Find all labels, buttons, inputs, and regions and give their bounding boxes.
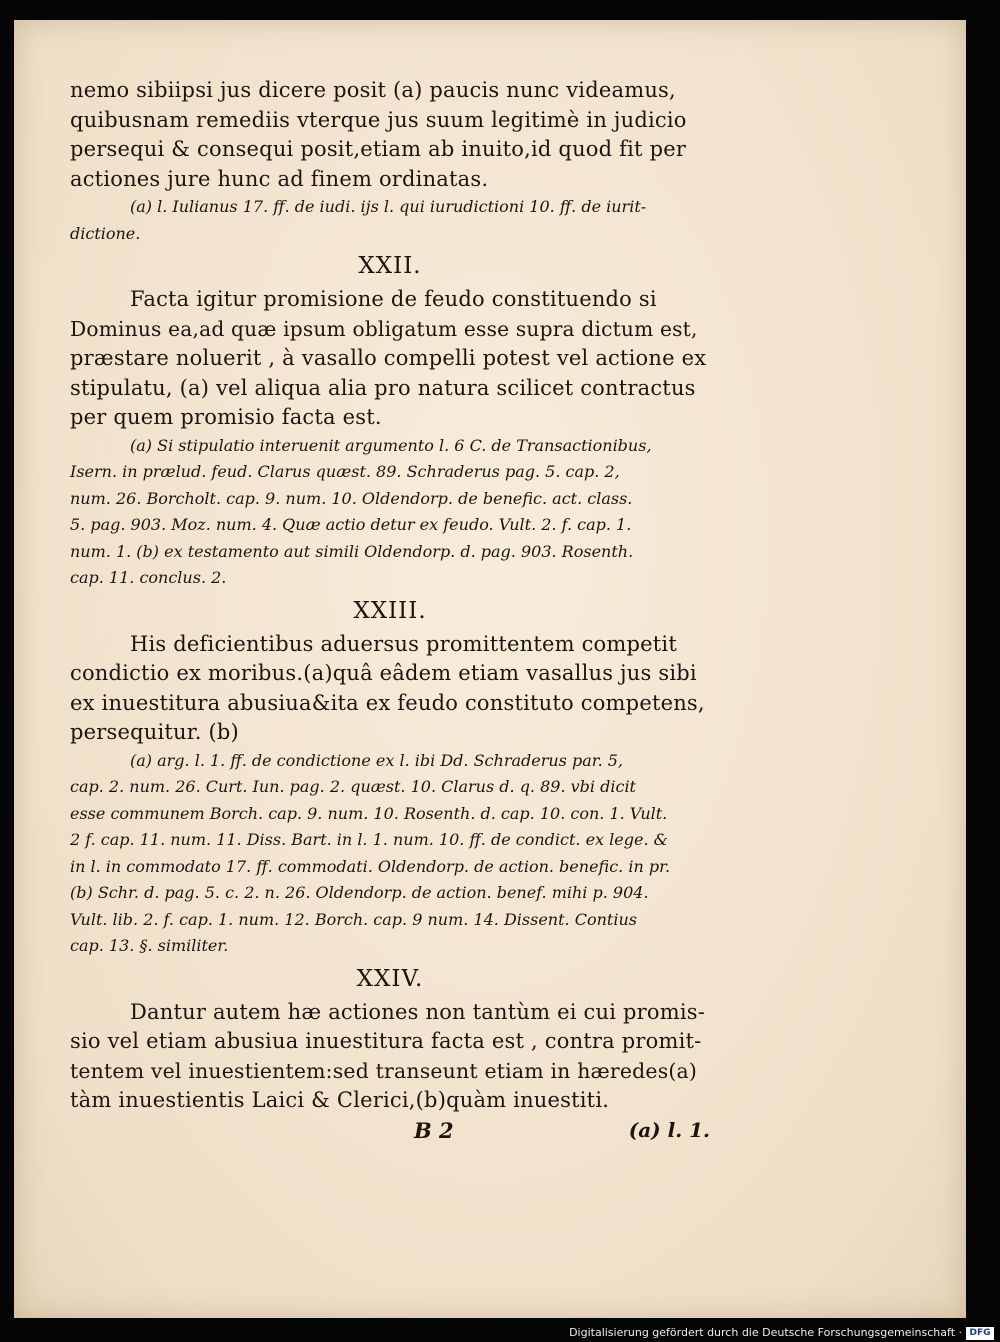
footnote-line: Isern. in prælud. feud. Clarus quæst. 89. Schraderus pag. 5. cap. 2, [70, 462, 620, 481]
catchword: (a) l. 1. [628, 1118, 710, 1142]
section-heading: XXIII. [353, 597, 427, 624]
text-line: tàm inuestientis Laici & Clerici,(b)quàm inuestiti. [70, 1088, 610, 1112]
book-page [14, 20, 966, 1318]
text-line: per quem promisio facta est. [70, 405, 382, 429]
text-line: persequi & consequi posit,etiam ab inuito,id quod fit per [70, 137, 687, 161]
footnote-line: in l. in commodato 17. ff. commodati. Oldendorp. de action. benefic. in pr. [70, 856, 671, 876]
footnote-line: 2 f. cap. 11. num. 11. Diss. Bart. in l. 1. num. 10. ff. de condict. ex lege. & [70, 830, 668, 849]
footnote-first-line: (a) l. Iulianus 17. ff. de iudi. ijs l. qui iurudictioni 10. ff. de iurit- [130, 197, 647, 216]
footnote-first-line: (a) Si stipulatio interuenit argumento l. 6 C. de Transactionibus, [130, 435, 652, 455]
section-heading: XXIV. [356, 965, 424, 992]
text-line: ex inuestitura abusiua&ita ex feudo constituto competens, [70, 690, 705, 715]
text-line: nemo sibiipsi jus dicere posit (a) paucis nunc videamus, [70, 78, 676, 102]
page-footer [70, 1118, 710, 1148]
signature-mark: B 2 [414, 1118, 454, 1143]
page-text [70, 76, 710, 1116]
footnote-line: num. 26. Borcholt. cap. 9. num. 10. Oldendorp. de benefic. act. class. [70, 488, 633, 508]
footnote-first-line: (a) arg. l. 1. ff. de condictione ex l. ibi Dd. Schraderus par. 5, [130, 750, 624, 770]
paragraph-first-line: His deficientibus aduersus promittentem competit [130, 631, 677, 656]
text-line: actiones jure hunc ad finem ordinatas. [70, 166, 489, 191]
footnote-line: 5. pag. 903. Moz. num. 4. Quæ actio detur ex feudo. Vult. 2. f. cap. 1. [70, 515, 632, 534]
footnote-line: Vult. lib. 2. f. cap. 1. num. 12. Borch. cap. 9 num. 14. Dissent. Contius [70, 909, 637, 929]
text-line: condictio ex moribus.(a)quâ eâdem etiam vasallus jus sibi [70, 661, 697, 685]
footnote-line: cap. 2. num. 26. Curt. Iun. pag. 2. quæst. 10. Clarus d. q. 89. vbi dicit [70, 777, 636, 796]
footnote-line: cap. 13. §. similiter. [70, 936, 229, 955]
text-line: quibusnam remediis vterque jus suum legitimè in judicio [70, 107, 687, 132]
section-heading: XXII. [358, 253, 422, 279]
footnote-line: esse communem Borch. cap. 9. num. 10. Rosenth. d. cap. 10. con. 1. Vult. [70, 803, 668, 823]
dfg-logo: DFG [966, 1327, 994, 1340]
footnote-line: (b) Schr. d. pag. 5. c. 2. n. 26. Oldendorp. de action. benef. mihi p. 904. [70, 883, 649, 902]
funding-attribution: Digitalisierung gefördert durch die Deutsche Forschungsgemeinschaft · [569, 1326, 962, 1339]
footnote-line: cap. 11. conclus. 2. [70, 568, 227, 587]
footnote-line: dictione. [70, 223, 141, 243]
text-line: stipulatu, (a) vel aliqua alia pro natura scilicet contractus [70, 375, 696, 400]
text-line: sio vel etiam abusiua inuestitura facta est , contra promit- [70, 1029, 702, 1053]
text-line: Dominus ea,ad quæ ipsum obligatum esse supra dictum est, [70, 316, 698, 341]
text-line: persequitur. (b) [70, 720, 239, 744]
text-line: præstare noluerit , à vasallo compelli potest vel actione ex [70, 346, 707, 370]
text-line: tentem vel inuestientem:sed transeunt etiam in hæredes(a) [70, 1058, 698, 1083]
footnote-line: num. 1. (b) ex testamento aut simili Oldendorp. d. pag. 903. Rosenth. [70, 541, 634, 561]
paragraph-first-line: Facta igitur promisione de feudo constituendo si [130, 287, 657, 311]
paragraph-first-line: Dantur autem hæ actiones non tantùm ei cui promis- [130, 999, 706, 1024]
